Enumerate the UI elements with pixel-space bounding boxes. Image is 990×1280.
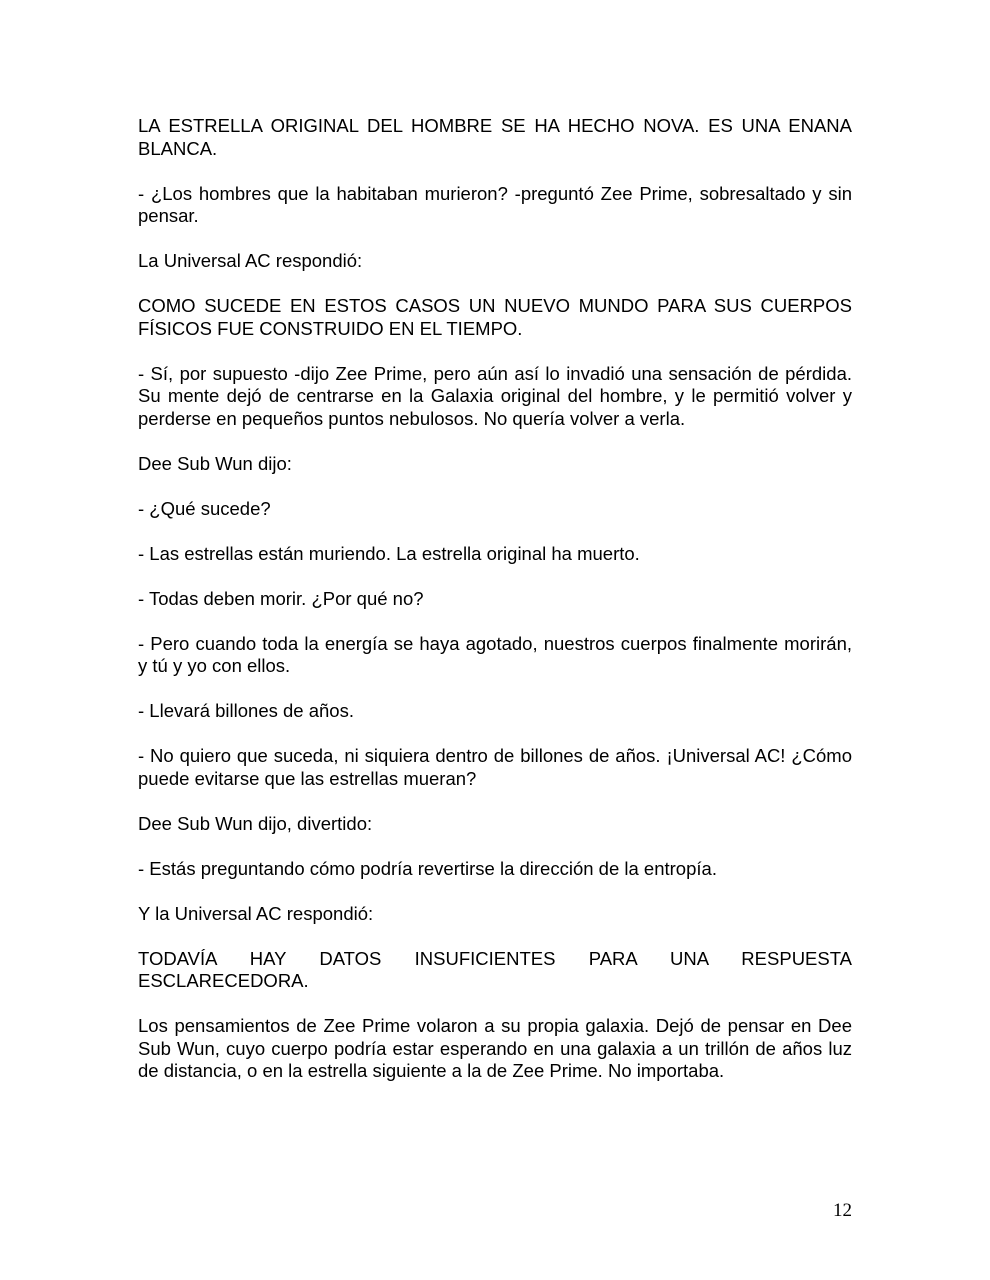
paragraph: TODAVÍA HAY DATOS INSUFICIENTES PARA UNA RESPUESTA ESCLARECEDORA. [138, 947, 852, 991]
paragraph: - Todas deben morir. ¿Por qué no? [138, 587, 424, 609]
paragraph: - Llevará billones de años. [138, 700, 354, 721]
paragraph: - No quiero que suceda, ni siquiera dentro de billones de años. ¡Universal AC! ¿Cómo puede evitarse que las estrellas mueran? [138, 745, 852, 789]
paragraph: Dee Sub Wun dijo, divertido: [138, 812, 373, 834]
paragraph: - Estás preguntando cómo podría revertirse la dirección de la entropía. [138, 857, 717, 879]
page-body [138, 115, 852, 1105]
paragraph: Dee Sub Wun dijo: [138, 452, 292, 474]
paragraph: - ¿Qué sucede? [138, 497, 271, 519]
paragraph: - Sí, por supuesto -dijo Zee Prime, pero aún así lo invadió una sensación de pérdida. Su mente dejó de centrarse en la Galaxia original del hombre, y le permitió volver y perderse en pequeños puntos nebulosos. No quería volver a verla. [138, 362, 852, 429]
paragraph: La Universal AC respondió: [138, 250, 363, 271]
paragraph: COMO SUCEDE EN ESTOS CASOS UN NUEVO MUNDO PARA SUS CUERPOS FÍSICOS FUE CONSTRUIDO EN EL TIEMPO. [138, 295, 852, 339]
paragraph: - Las estrellas están muriendo. La estrella original ha muerto. [138, 542, 640, 564]
paragraph: LA ESTRELLA ORIGINAL DEL HOMBRE SE HA HECHO NOVA. ES UNA ENANA BLANCA. [138, 115, 852, 159]
paragraph: Los pensamientos de Zee Prime volaron a su propia galaxia. Dejó de pensar en Dee Sub Wun, cuyo cuerpo podría estar esperando en una galaxia a un trillón de años luz de distancia, o en la estrella siguiente a la de Zee Prime. No importaba. [138, 1015, 852, 1081]
paragraph: Y la Universal AC respondió: [138, 902, 374, 924]
page-number: 12 [833, 1200, 852, 1221]
paragraph: - Pero cuando toda la energía se haya agotado, nuestros cuerpos finalmente morirán, y tú y yo con ellos. [138, 632, 852, 676]
paragraph: - ¿Los hombres que la habitaban murieron? -preguntó Zee Prime, sobresaltado y sin pensar. [138, 182, 852, 226]
